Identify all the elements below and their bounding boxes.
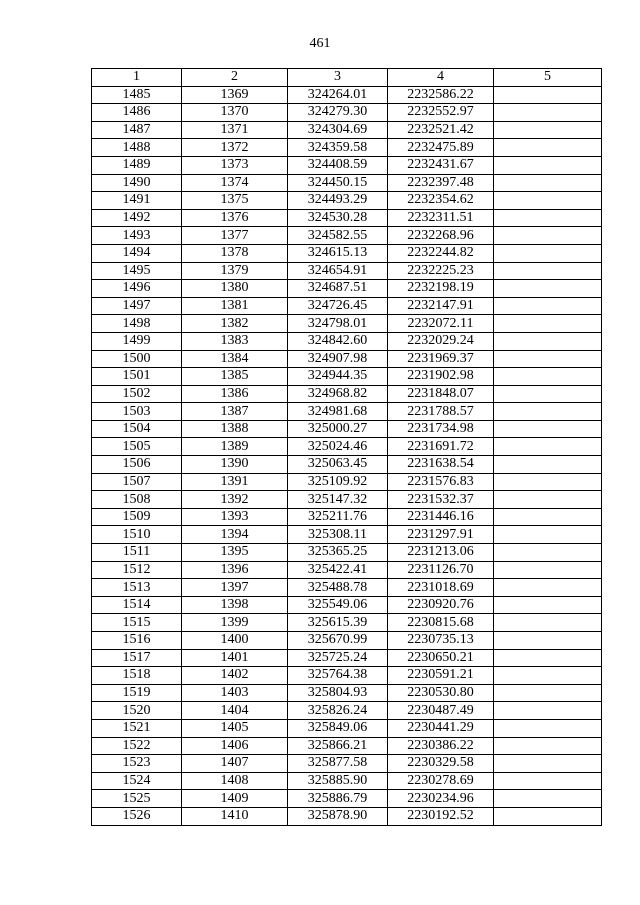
table-cell-col3: 325549.06 [288, 596, 388, 614]
table-cell-col3: 325365.25 [288, 544, 388, 562]
table-cell-col4: 2232225.23 [388, 262, 494, 280]
table-cell-col3: 325804.93 [288, 684, 388, 702]
table-cell-col2: 1403 [182, 684, 288, 702]
table-cell-col4: 2232475.89 [388, 139, 494, 157]
table-cell-col1: 1516 [92, 632, 182, 650]
table-cell-col4: 2231734.98 [388, 420, 494, 438]
table-cell-col1: 1510 [92, 526, 182, 544]
table-cell-col5 [494, 244, 602, 262]
table-cell-col3: 325725.24 [288, 649, 388, 667]
table-cell-col2: 1382 [182, 315, 288, 333]
header-cell-1: 1 [92, 69, 182, 87]
table-cell-col1: 1485 [92, 86, 182, 104]
table-cell-col5 [494, 508, 602, 526]
table-row [92, 438, 602, 456]
table-cell-col3: 325488.78 [288, 579, 388, 597]
table-cell-col1: 1500 [92, 350, 182, 368]
table-cell-col2: 1409 [182, 790, 288, 808]
table-cell-col3: 324944.35 [288, 368, 388, 386]
table-cell-col4: 2232268.96 [388, 227, 494, 245]
table-row [92, 244, 602, 262]
table-cell-col1: 1492 [92, 209, 182, 227]
table-cell-col1: 1498 [92, 315, 182, 333]
table-cell-col1: 1506 [92, 456, 182, 474]
table-cell-col5 [494, 174, 602, 192]
table-cell-col4: 2231532.37 [388, 491, 494, 509]
table-cell-col3: 324279.30 [288, 104, 388, 122]
table-cell-col2: 1383 [182, 332, 288, 350]
table-cell-col1: 1499 [92, 332, 182, 350]
table-cell-col3: 325147.32 [288, 491, 388, 509]
table-cell-col2: 1371 [182, 121, 288, 139]
table-cell-col5 [494, 719, 602, 737]
table-row [92, 456, 602, 474]
table-cell-col2: 1393 [182, 508, 288, 526]
header-cell-5: 5 [494, 69, 602, 87]
table-cell-col2: 1370 [182, 104, 288, 122]
table-cell-col3: 324264.01 [288, 86, 388, 104]
table-row [92, 790, 602, 808]
table-row [92, 315, 602, 333]
table-row [92, 508, 602, 526]
table-cell-col2: 1402 [182, 667, 288, 685]
table-row [92, 755, 602, 773]
table-cell-col5 [494, 737, 602, 755]
table-cell-col1: 1491 [92, 192, 182, 210]
table-cell-col1: 1508 [92, 491, 182, 509]
table-cell-col2: 1372 [182, 139, 288, 157]
table-cell-col3: 325885.90 [288, 772, 388, 790]
table-cell-col4: 2230234.96 [388, 790, 494, 808]
table-row [92, 561, 602, 579]
table-cell-col4: 2230650.21 [388, 649, 494, 667]
table-cell-col4: 2231576.83 [388, 473, 494, 491]
table-cell-col5 [494, 579, 602, 597]
table-row [92, 297, 602, 315]
table-cell-col2: 1406 [182, 737, 288, 755]
table-cell-col5 [494, 209, 602, 227]
table-cell-col4: 2230329.58 [388, 755, 494, 773]
table-row [92, 209, 602, 227]
table-cell-col4: 2232431.67 [388, 156, 494, 174]
table-cell-col3: 325878.90 [288, 807, 388, 825]
table-cell-col1: 1521 [92, 719, 182, 737]
table-cell-col2: 1392 [182, 491, 288, 509]
table-cell-col2: 1369 [182, 86, 288, 104]
table-cell-col5 [494, 104, 602, 122]
table-cell-col3: 325211.76 [288, 508, 388, 526]
table-cell-col1: 1504 [92, 420, 182, 438]
table-row [92, 403, 602, 421]
table-cell-col4: 2231902.98 [388, 368, 494, 386]
table-cell-col4: 2230192.52 [388, 807, 494, 825]
table-cell-col1: 1487 [92, 121, 182, 139]
table-cell-col1: 1526 [92, 807, 182, 825]
table-row [92, 156, 602, 174]
table-row [92, 544, 602, 562]
table-cell-col3: 325877.58 [288, 755, 388, 773]
table-cell-col3: 325422.41 [288, 561, 388, 579]
table-cell-col5 [494, 368, 602, 386]
table-cell-col4: 2232244.82 [388, 244, 494, 262]
table-row [92, 473, 602, 491]
table-cell-col5 [494, 596, 602, 614]
table-cell-col4: 2231691.72 [388, 438, 494, 456]
table-cell-col1: 1501 [92, 368, 182, 386]
table-cell-col4: 2231446.16 [388, 508, 494, 526]
table-cell-col1: 1496 [92, 280, 182, 298]
table-cell-col5 [494, 491, 602, 509]
table-cell-col4: 2231969.37 [388, 350, 494, 368]
table-cell-col5 [494, 86, 602, 104]
table-cell-col5 [494, 684, 602, 702]
table-cell-col4: 2230530.80 [388, 684, 494, 702]
table-cell-col5 [494, 473, 602, 491]
table-row [92, 596, 602, 614]
table-cell-col3: 325308.11 [288, 526, 388, 544]
table-row [92, 86, 602, 104]
table-cell-col5 [494, 280, 602, 298]
table-cell-col2: 1395 [182, 544, 288, 562]
table-cell-col3: 325024.46 [288, 438, 388, 456]
table-cell-col2: 1373 [182, 156, 288, 174]
table-cell-col3: 324450.15 [288, 174, 388, 192]
table-cell-col1: 1490 [92, 174, 182, 192]
table-cell-col3: 324981.68 [288, 403, 388, 421]
table-cell-col1: 1517 [92, 649, 182, 667]
table-cell-col2: 1376 [182, 209, 288, 227]
table-cell-col5 [494, 614, 602, 632]
table-cell-col1: 1502 [92, 385, 182, 403]
table-cell-col2: 1394 [182, 526, 288, 544]
table-cell-col1: 1523 [92, 755, 182, 773]
table-cell-col3: 324654.91 [288, 262, 388, 280]
table-cell-col3: 325764.38 [288, 667, 388, 685]
table-cell-col4: 2231018.69 [388, 579, 494, 597]
table-cell-col2: 1391 [182, 473, 288, 491]
table-cell-col3: 325615.39 [288, 614, 388, 632]
table-row [92, 139, 602, 157]
table-cell-col5 [494, 649, 602, 667]
table-cell-col3: 324687.51 [288, 280, 388, 298]
table-cell-col5 [494, 385, 602, 403]
table-cell-col1: 1522 [92, 737, 182, 755]
table-cell-col5 [494, 156, 602, 174]
header-row [92, 69, 602, 87]
table-cell-col3: 324493.29 [288, 192, 388, 210]
table-row [92, 579, 602, 597]
table-row [92, 350, 602, 368]
table-cell-col4: 2232521.42 [388, 121, 494, 139]
table-header [92, 69, 602, 87]
table-cell-col1: 1489 [92, 156, 182, 174]
table-cell-col1: 1514 [92, 596, 182, 614]
table-cell-col1: 1505 [92, 438, 182, 456]
table-body [92, 86, 602, 825]
table-cell-col3: 325063.45 [288, 456, 388, 474]
table-cell-col4: 2230735.13 [388, 632, 494, 650]
table-cell-col4: 2231213.06 [388, 544, 494, 562]
table-cell-col4: 2232029.24 [388, 332, 494, 350]
table-cell-col1: 1497 [92, 297, 182, 315]
table-cell-col2: 1399 [182, 614, 288, 632]
table-cell-col3: 324304.69 [288, 121, 388, 139]
table-cell-col5 [494, 262, 602, 280]
header-cell-3: 3 [288, 69, 388, 87]
table-cell-col3: 325866.21 [288, 737, 388, 755]
table-cell-col2: 1375 [182, 192, 288, 210]
table-row [92, 121, 602, 139]
table-cell-col1: 1515 [92, 614, 182, 632]
table-row [92, 667, 602, 685]
table-cell-col3: 324408.59 [288, 156, 388, 174]
table-cell-col5 [494, 139, 602, 157]
table-cell-col4: 2232397.48 [388, 174, 494, 192]
table-cell-col4: 2231297.91 [388, 526, 494, 544]
coordinates-table [91, 68, 602, 826]
table-cell-col2: 1398 [182, 596, 288, 614]
table-cell-col2: 1384 [182, 350, 288, 368]
table-cell-col2: 1396 [182, 561, 288, 579]
table-row [92, 368, 602, 386]
table-cell-col5 [494, 438, 602, 456]
table-row [92, 719, 602, 737]
page-number: 461 [309, 36, 331, 51]
table-cell-col4: 2231848.07 [388, 385, 494, 403]
table-cell-col5 [494, 544, 602, 562]
table-cell-col5 [494, 561, 602, 579]
table-cell-col4: 2230591.21 [388, 667, 494, 685]
table-cell-col2: 1386 [182, 385, 288, 403]
table-cell-col2: 1385 [182, 368, 288, 386]
table-row [92, 104, 602, 122]
table-cell-col1: 1513 [92, 579, 182, 597]
table-cell-col5 [494, 121, 602, 139]
table-cell-col1: 1494 [92, 244, 182, 262]
table-cell-col3: 324615.13 [288, 244, 388, 262]
table-cell-col2: 1390 [182, 456, 288, 474]
table-cell-col4: 2232354.62 [388, 192, 494, 210]
table-row [92, 772, 602, 790]
table-cell-col2: 1388 [182, 420, 288, 438]
header-cell-2: 2 [182, 69, 288, 87]
table-cell-col4: 2230441.29 [388, 719, 494, 737]
table-cell-col4: 2232552.97 [388, 104, 494, 122]
table-cell-col1: 1520 [92, 702, 182, 720]
table-cell-col5 [494, 790, 602, 808]
table-cell-col3: 324359.58 [288, 139, 388, 157]
table-cell-col4: 2231788.57 [388, 403, 494, 421]
table-cell-col2: 1400 [182, 632, 288, 650]
table-cell-col4: 2230920.76 [388, 596, 494, 614]
table-cell-col1: 1509 [92, 508, 182, 526]
table-cell-col3: 324530.28 [288, 209, 388, 227]
table-cell-col1: 1507 [92, 473, 182, 491]
table-cell-col1: 1488 [92, 139, 182, 157]
table-row [92, 684, 602, 702]
table-cell-col1: 1486 [92, 104, 182, 122]
table-cell-col1: 1525 [92, 790, 182, 808]
table-cell-col1: 1511 [92, 544, 182, 562]
table-cell-col3: 324726.45 [288, 297, 388, 315]
table-cell-col5 [494, 772, 602, 790]
table-cell-col4: 2231638.54 [388, 456, 494, 474]
table-cell-col3: 324968.82 [288, 385, 388, 403]
table-row [92, 649, 602, 667]
table-cell-col5 [494, 192, 602, 210]
table-cell-col2: 1405 [182, 719, 288, 737]
table-cell-col5 [494, 350, 602, 368]
table-row [92, 702, 602, 720]
table-cell-col3: 325826.24 [288, 702, 388, 720]
table-cell-col5 [494, 807, 602, 825]
table-cell-col2: 1401 [182, 649, 288, 667]
table-row [92, 632, 602, 650]
table-row [92, 807, 602, 825]
table-cell-col2: 1387 [182, 403, 288, 421]
table-row [92, 737, 602, 755]
table-cell-col2: 1381 [182, 297, 288, 315]
table-cell-col3: 325000.27 [288, 420, 388, 438]
table-row [92, 262, 602, 280]
table-cell-col5 [494, 755, 602, 773]
table-row [92, 420, 602, 438]
table-cell-col2: 1397 [182, 579, 288, 597]
table-cell-col2: 1404 [182, 702, 288, 720]
header-cell-4: 4 [388, 69, 494, 87]
table-cell-col1: 1503 [92, 403, 182, 421]
table-cell-col4: 2232198.19 [388, 280, 494, 298]
table-cell-col5 [494, 315, 602, 333]
table-cell-col4: 2230487.49 [388, 702, 494, 720]
table-cell-col5 [494, 297, 602, 315]
table-cell-col4: 2232072.11 [388, 315, 494, 333]
table-row [92, 227, 602, 245]
table-row [92, 526, 602, 544]
table-cell-col1: 1512 [92, 561, 182, 579]
table-cell-col2: 1379 [182, 262, 288, 280]
table-cell-col4: 2232311.51 [388, 209, 494, 227]
table-row [92, 385, 602, 403]
table-cell-col2: 1408 [182, 772, 288, 790]
table-cell-col1: 1524 [92, 772, 182, 790]
table-cell-col5 [494, 456, 602, 474]
table-cell-col2: 1407 [182, 755, 288, 773]
table-cell-col2: 1377 [182, 227, 288, 245]
table-cell-col4: 2230815.68 [388, 614, 494, 632]
table-cell-col5 [494, 227, 602, 245]
table-cell-col3: 324798.01 [288, 315, 388, 333]
table-cell-col3: 325670.99 [288, 632, 388, 650]
table-cell-col3: 325886.79 [288, 790, 388, 808]
table-cell-col2: 1389 [182, 438, 288, 456]
table-cell-col2: 1380 [182, 280, 288, 298]
table-cell-col5 [494, 667, 602, 685]
table-cell-col4: 2231126.70 [388, 561, 494, 579]
table-cell-col4: 2230386.22 [388, 737, 494, 755]
table-cell-col4: 2232586.22 [388, 86, 494, 104]
table-cell-col5 [494, 420, 602, 438]
table-cell-col1: 1495 [92, 262, 182, 280]
table-cell-col3: 324842.60 [288, 332, 388, 350]
table-cell-col3: 325849.06 [288, 719, 388, 737]
table-row [92, 332, 602, 350]
table-cell-col1: 1519 [92, 684, 182, 702]
table-cell-col5 [494, 702, 602, 720]
table-cell-col5 [494, 403, 602, 421]
table-cell-col4: 2230278.69 [388, 772, 494, 790]
table-cell-col3: 324907.98 [288, 350, 388, 368]
table-row [92, 280, 602, 298]
table-cell-col2: 1410 [182, 807, 288, 825]
table-cell-col5 [494, 332, 602, 350]
table-cell-col3: 324582.55 [288, 227, 388, 245]
table-row [92, 174, 602, 192]
table-cell-col4: 2232147.91 [388, 297, 494, 315]
table-cell-col1: 1518 [92, 667, 182, 685]
table-row [92, 614, 602, 632]
table-cell-col2: 1374 [182, 174, 288, 192]
table-row [92, 491, 602, 509]
table-cell-col5 [494, 526, 602, 544]
table-cell-col3: 325109.92 [288, 473, 388, 491]
table-cell-col5 [494, 632, 602, 650]
table-cell-col1: 1493 [92, 227, 182, 245]
table-cell-col2: 1378 [182, 244, 288, 262]
table-row [92, 192, 602, 210]
